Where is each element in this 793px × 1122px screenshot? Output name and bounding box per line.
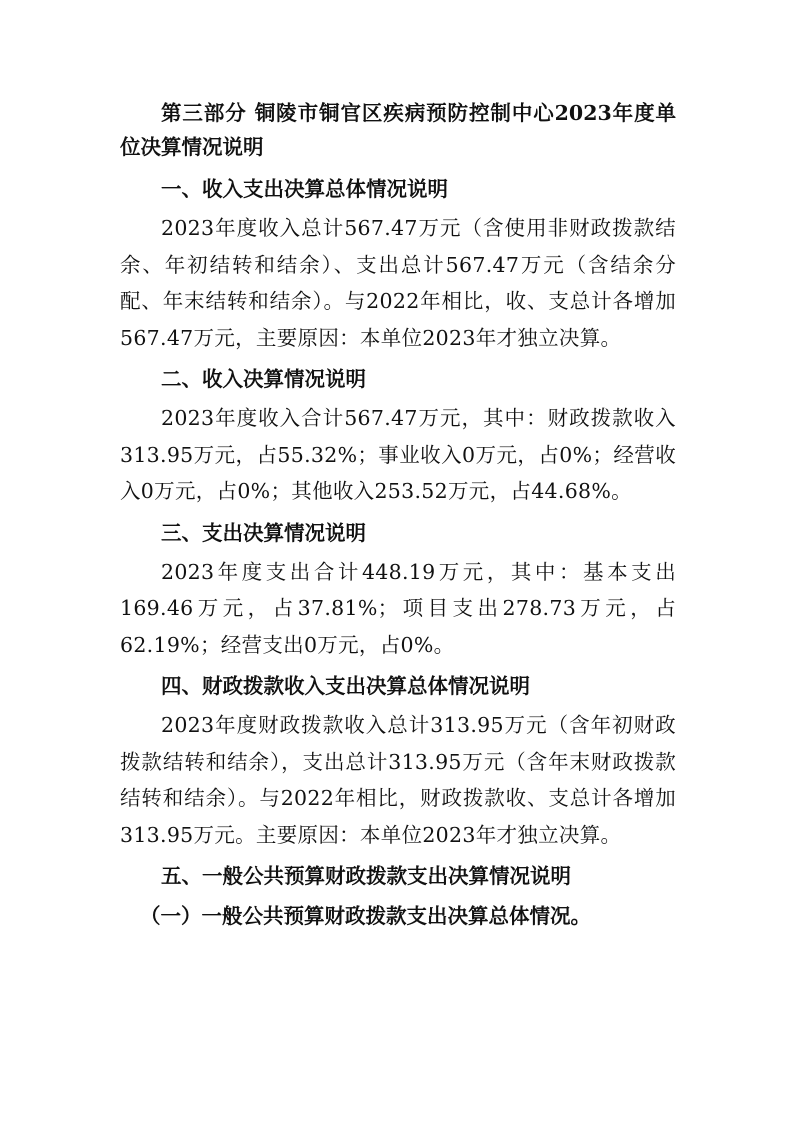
section-heading-1: 一、收入支出决算总体情况说明 (161, 177, 448, 201)
document-title: 第三部分 铜陵市铜官区疾病预防控制中心2023年度单位决算情况说明 (120, 101, 676, 159)
section-paragraph-2: 2023年度收入合计567.47万元，其中：财政拨款收入313.95万元，占55.32%；事业收入0万元，占0%；经营收入0万元，占0%；其他收入253.52万元，占44.68%。 (120, 406, 676, 503)
section-heading-4: 四、财政拨款收入支出决算总体情况说明 (161, 674, 530, 698)
subsection-heading: （一）一般公共预算财政拨款支出决算总体情况。 (140, 904, 591, 928)
section-paragraph-4: 2023年度财政拨款收入总计313.95万元（含年初财政拨款结转和结余），支出总计313.95万元（含年末财政拨款结转和结余）。与2022年相比，财政拨款收、支总计各增加313.95万元。主要原因：本单位2023年才独立决算。 (120, 713, 676, 847)
document-body (120, 96, 676, 937)
section-heading-3: 三、支出决算情况说明 (161, 520, 366, 545)
section-paragraph-1: 2023年度收入总计567.47万元（含使用非财政拨款结余、年初结转和结余）、支出总计567.47万元（含结余分配、年末结转和结余）。与2022年相比，收、支总计各增加567.47万元，主要原因：本单位2023年才独立决算。 (120, 216, 676, 350)
section-paragraph-3: 2023年度支出合计448.19万元，其中：基本支出169.46万元，占37.81%；项目支出278.73万元，占62.19%；经营支出0万元，占0%。 (120, 559, 676, 657)
section-heading-5: 五、一般公共预算财政拨款支出决算情况说明 (161, 864, 571, 888)
section-heading-2: 二、收入决算情况说明 (161, 367, 366, 391)
